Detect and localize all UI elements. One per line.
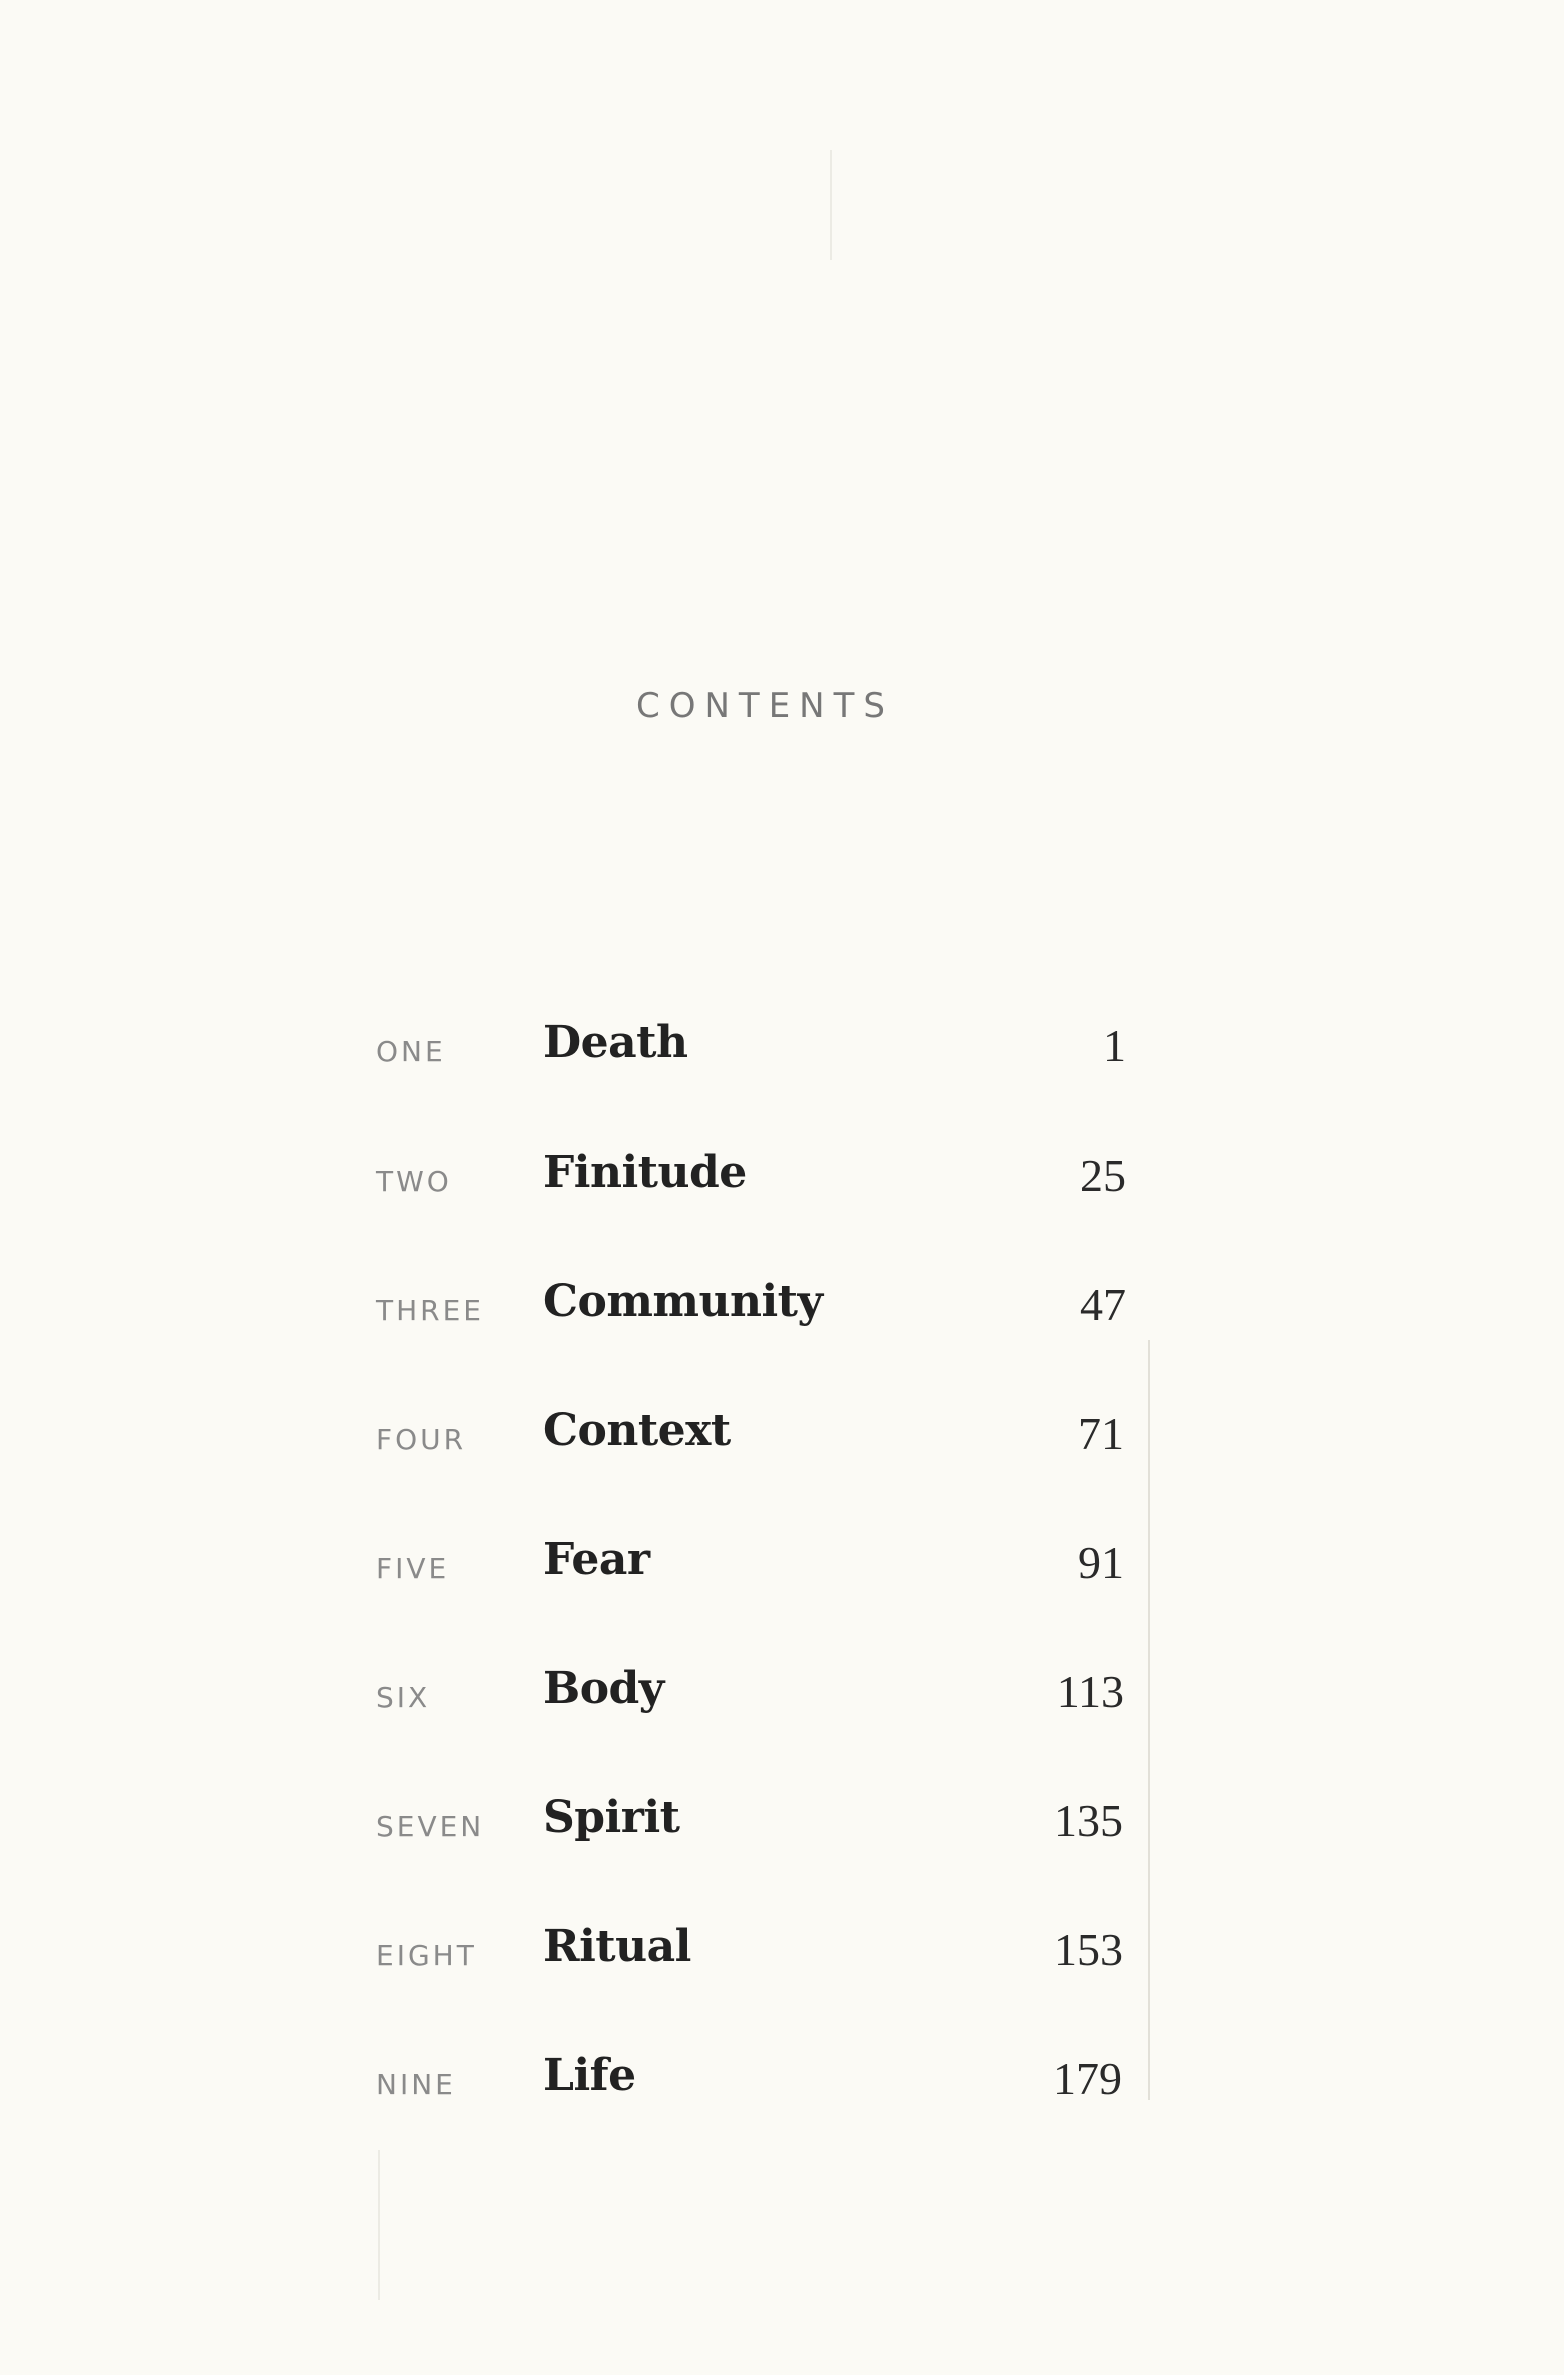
page-number: 135 xyxy=(1054,1795,1123,1846)
page-number: 91 xyxy=(1078,1537,1124,1588)
toc-entry[interactable] xyxy=(0,1651,1564,1731)
chapter-title: Ritual xyxy=(543,1921,691,1972)
page-number: 25 xyxy=(1080,1150,1126,1201)
page-number: 47 xyxy=(1080,1279,1126,1330)
chapter-title: Community xyxy=(543,1276,823,1327)
chapter-number: FOUR xyxy=(376,1423,467,1456)
chapter-title: Death xyxy=(543,1017,688,1068)
chapter-number: NINE xyxy=(376,2068,456,2101)
chapter-number: SEVEN xyxy=(376,1810,485,1843)
toc-entry[interactable] xyxy=(0,1522,1564,1602)
page-number: 71 xyxy=(1078,1408,1124,1459)
toc-entry[interactable] xyxy=(0,1135,1564,1215)
page-number: 113 xyxy=(1056,1666,1124,1717)
chapter-title: Life xyxy=(543,2050,636,2101)
page-number: 179 xyxy=(1053,2053,1122,2104)
page-number: 1 xyxy=(1103,1020,1126,1071)
chapter-title: Spirit xyxy=(543,1792,680,1843)
toc-entry[interactable] xyxy=(0,1393,1564,1473)
chapter-number: ONE xyxy=(376,1035,446,1068)
chapter-number: TWO xyxy=(376,1165,452,1198)
toc-entry[interactable] xyxy=(0,2038,1564,2118)
toc-entry[interactable] xyxy=(0,1780,1564,1860)
contents-heading: CONTENTS xyxy=(636,686,894,726)
chapter-title: Finitude xyxy=(543,1147,747,1198)
chapter-number: FIVE xyxy=(376,1552,450,1585)
toc-entry[interactable] xyxy=(0,1264,1564,1344)
toc-entry[interactable] xyxy=(0,1909,1564,1989)
chapter-title: Fear xyxy=(543,1534,650,1585)
toc-entry[interactable] xyxy=(0,1005,1564,1085)
chapter-number: THREE xyxy=(376,1294,484,1327)
chapter-title: Context xyxy=(543,1405,731,1456)
page-number: 153 xyxy=(1054,1924,1123,1975)
chapter-number: EIGHT xyxy=(376,1939,477,1972)
chapter-title: Body xyxy=(543,1663,664,1714)
chapter-number: SIX xyxy=(376,1681,431,1714)
